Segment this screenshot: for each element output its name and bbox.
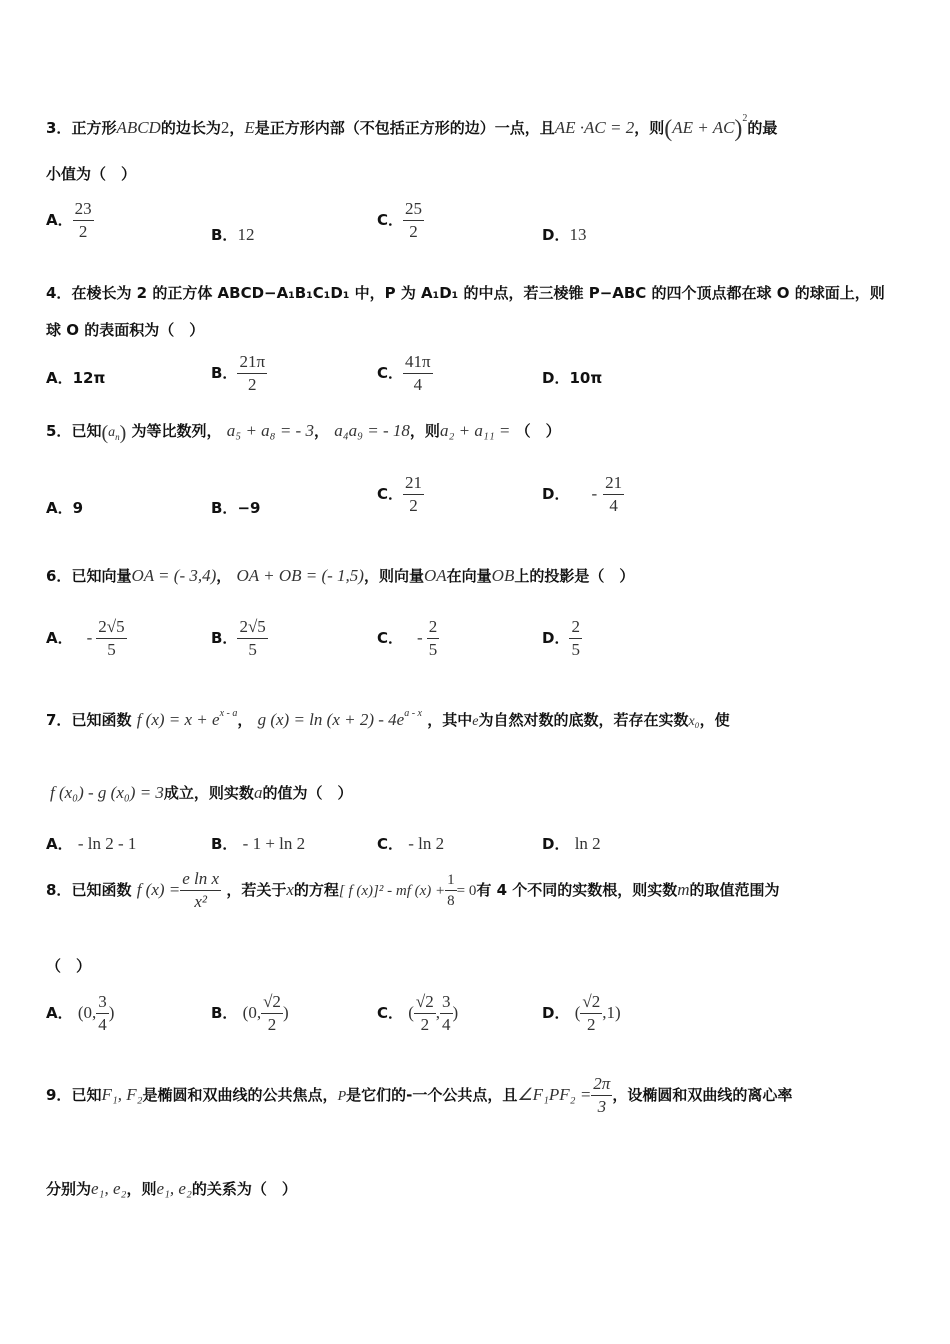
question-8-line-2: （ ） <box>46 957 92 975</box>
q7-option-a[interactable]: A． - ln 2 - 1 <box>46 834 137 853</box>
question-3-line-2: 小值为（ ） <box>46 165 137 183</box>
q5-option-c[interactable]: C． $\frac{21}{2}$ <box>377 473 423 515</box>
q8-option-b[interactable]: B． (0, $\frac{√2}{2}$ ) <box>211 992 289 1034</box>
question-9-line-2: 分别为e₁, e₂，则e₁, e₂的关系为（ ） <box>46 1179 297 1198</box>
q7-option-c[interactable]: C． - ln 2 <box>377 834 445 853</box>
q4-option-b[interactable]: B． $\frac{21\pi}{2}$ <box>211 352 266 394</box>
q6-option-d[interactable]: D． $\frac{2}{5}$ <box>542 617 580 659</box>
question-3-line-1: 3．正方形ABCD的边长为2，E是正方形内部（不包括正方形的边）一点，且AE ·AC = 2，则(AE + AC)$^2$的最 <box>46 113 778 142</box>
question-7-line-1: 7．已知函数 f $(x) = x + e^{x - a}$， g $(x) = \ln (x + 2) - 4e^{a - x}$ ，其中e为自然对数的底数，若存在实数x₀，使 <box>46 708 730 729</box>
q5-option-d[interactable]: D． - $\frac{21}{4}$ <box>542 473 623 515</box>
q8-option-a[interactable]: A． (0, $\frac{3}{4}$ ) <box>46 992 115 1034</box>
q7-option-b[interactable]: B． - 1 + ln 2 <box>211 834 306 853</box>
question-9-line-1: 9．已知F₁, F₂是椭圆和双曲线的公共焦点，P是它们的-一个公共点，且∠F₁PF₂ = $\frac{2\pi}{3}$ ，设椭圆和双曲线的离心率 <box>46 1074 793 1116</box>
q4-option-d[interactable]: D．10π <box>542 369 603 387</box>
question-4-line-2: 球 O 的表面积为（ ） <box>46 321 205 339</box>
q4-option-a[interactable]: A．12π <box>46 369 106 387</box>
q8-option-c[interactable]: C． ( $\frac{√2}{2}$ , $\frac{3}{4}$ ) <box>377 992 459 1034</box>
q3-option-b[interactable]: B．12 <box>211 225 255 244</box>
q3-option-a[interactable]: A． $\frac{23}{2}$ <box>46 199 92 241</box>
question-7-line-2: f (x₀) - g (x₀) = 3成立，则实数a的值为（ ） <box>50 783 353 802</box>
q6-option-b[interactable]: B． $\frac{2√5}{5}$ <box>211 617 266 659</box>
q5-option-b[interactable]: B．−9 <box>211 499 261 517</box>
q5-option-a[interactable]: A．9 <box>46 499 84 517</box>
q4-option-c[interactable]: C． $\frac{41\pi}{4}$ <box>377 352 431 394</box>
question-5-line-1: 5．已知$(a_n)$ 为等比数列， a₅ + a₈ = - 3， a₄a₉ = - 18，则a₂ + a₁₁ = （ ） <box>46 421 561 444</box>
q3-option-d[interactable]: D．13 <box>542 225 587 244</box>
question-6-line-1: 6．已知向量OA = (- 3,4)， OA + OB = (- 1,5)，则向量OA在向量OB上的投影是（ ） <box>46 566 635 585</box>
q3-option-c[interactable]: C． $\frac{25}{2}$ <box>377 199 423 241</box>
question-4-line-1: 4．在棱长为 2 的正方体 ABCD−A₁B₁C₁D₁ 中，P 为 A₁D₁ 的中点，若三棱锥 P−ABC 的四个顶点都在球 O 的球面上，则 <box>46 284 885 302</box>
q6-option-a[interactable]: A． - $\frac{2√5}{5}$ <box>46 617 125 659</box>
q6-option-c[interactable]: C． - $\frac{2}{5}$ <box>377 617 438 659</box>
q7-option-d[interactable]: D． ln 2 <box>542 834 601 853</box>
question-8-line-1: 8．已知函数 f (x) = $\frac{\text{e ln x}}{\text{x²}}$ ，若关于x的方程[ f (x)]² - mf (x) + $\frac{1}{8}$ = 0有 4 个不同的实数根，则实数m的取值范围为 <box>46 869 780 911</box>
q8-option-d[interactable]: D． ( $\frac{√2}{2}$ ,1) <box>542 992 621 1034</box>
